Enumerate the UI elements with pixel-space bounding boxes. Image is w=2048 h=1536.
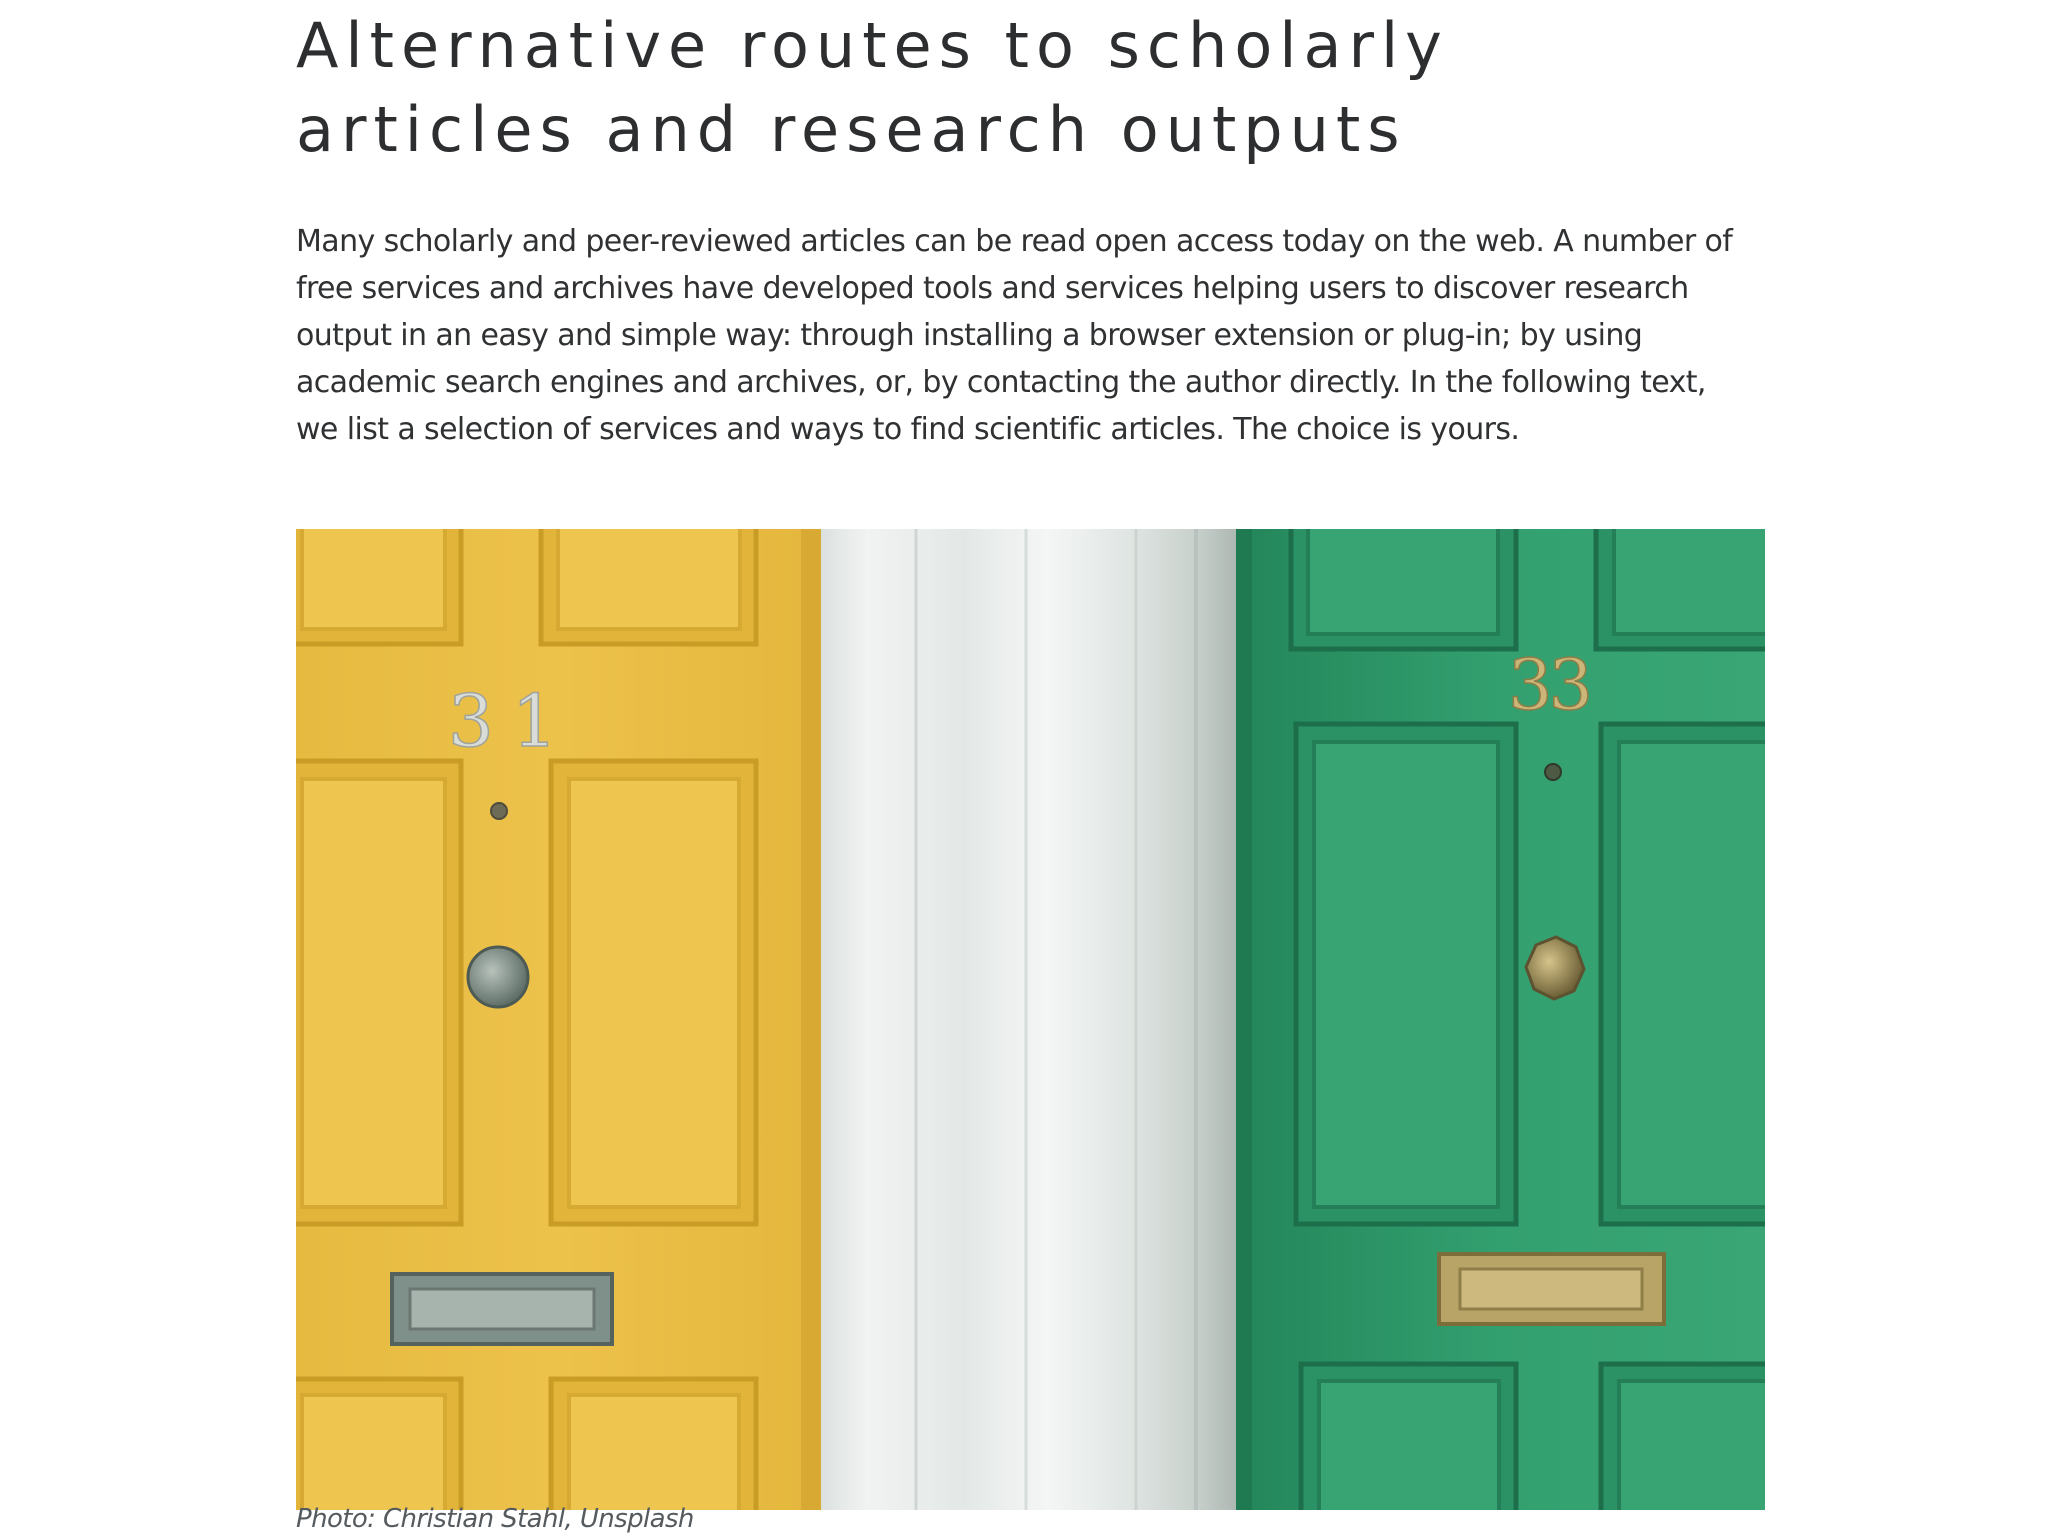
door-knob-yellow bbox=[468, 947, 528, 1007]
green-door bbox=[1236, 529, 1765, 1510]
yellow-door bbox=[296, 529, 821, 1510]
article bbox=[296, 0, 1756, 453]
article-photo bbox=[296, 529, 1765, 1510]
doors-illustration bbox=[296, 529, 1765, 1510]
intro-paragraph: Many scholarly and peer-reviewed articles can be read open access today on the web. A number of free services and archives have developed tools and services helping users to discover research output in an easy and simple way: through installing a browser extension or plug-in; by using academic search engines and archives, or, by contacting the author directly. In the following text, we list a selection of services and ways to find scientific articles. The choice is yours. bbox=[296, 224, 1733, 447]
photo-caption: Photo: Christian Stahl, Unsplash bbox=[296, 1504, 694, 1534]
door-number-33: 33 bbox=[1508, 644, 1590, 726]
door-number-31: 31 bbox=[448, 679, 576, 763]
door-knob-green bbox=[1526, 937, 1584, 999]
page-title: Alternative routes to scholarly articles and research outputs bbox=[296, 9, 1449, 166]
